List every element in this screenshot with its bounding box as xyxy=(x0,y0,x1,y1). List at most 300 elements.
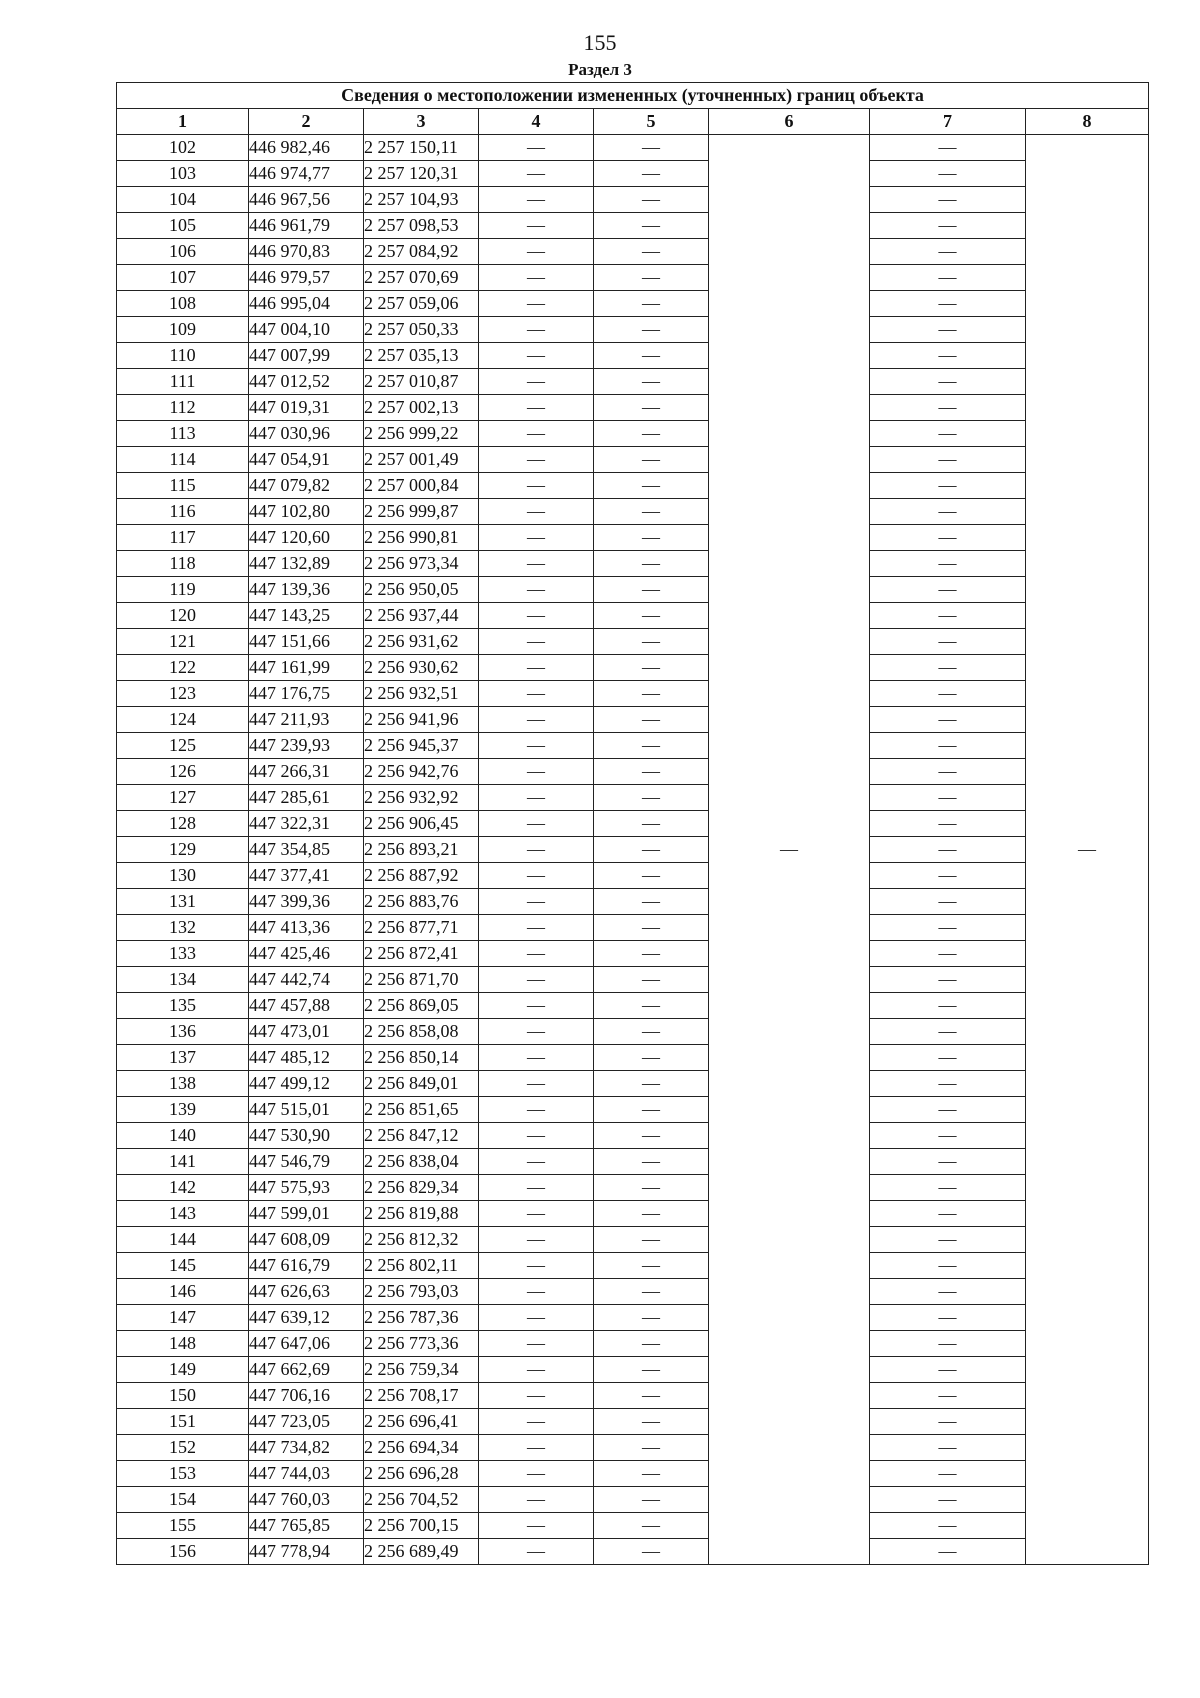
point-number-cell: 133 xyxy=(117,941,249,967)
column-header-8: 8 xyxy=(1026,109,1149,135)
table-row xyxy=(117,473,1149,499)
table-row xyxy=(117,577,1149,603)
y-coordinate-cell: 2 257 150,11 xyxy=(364,135,479,161)
table-row xyxy=(117,1331,1149,1357)
point-number-cell: 153 xyxy=(117,1461,249,1487)
x-coordinate-cell: 447 457,88 xyxy=(249,993,364,1019)
table-row xyxy=(117,707,1149,733)
x-coordinate-cell: 447 473,01 xyxy=(249,1019,364,1045)
table-row xyxy=(117,187,1149,213)
column-4-cell: — xyxy=(479,239,594,265)
table-row xyxy=(117,1357,1149,1383)
y-coordinate-cell: 2 256 849,01 xyxy=(364,1071,479,1097)
column-number-row xyxy=(117,109,1149,135)
column-7-cell: — xyxy=(870,629,1026,655)
column-4-cell: — xyxy=(479,707,594,733)
y-coordinate-cell: 2 256 793,03 xyxy=(364,1279,479,1305)
y-coordinate-cell: 2 257 001,49 xyxy=(364,447,479,473)
y-coordinate-cell: 2 256 689,49 xyxy=(364,1539,479,1565)
column-4-cell: — xyxy=(479,135,594,161)
x-coordinate-cell: 447 322,31 xyxy=(249,811,364,837)
column-4-cell: — xyxy=(479,1461,594,1487)
column-5-cell: — xyxy=(594,1071,709,1097)
y-coordinate-cell: 2 256 838,04 xyxy=(364,1149,479,1175)
x-coordinate-cell: 447 626,63 xyxy=(249,1279,364,1305)
column-8-merged-cell xyxy=(1026,135,1149,1565)
table-row xyxy=(117,1461,1149,1487)
column-5-cell: — xyxy=(594,1097,709,1123)
table-row xyxy=(117,1409,1149,1435)
point-number-cell: 152 xyxy=(117,1435,249,1461)
column-7-cell: — xyxy=(870,863,1026,889)
y-coordinate-cell: 2 256 812,32 xyxy=(364,1227,479,1253)
column-5-cell: — xyxy=(594,1279,709,1305)
column-7-cell: — xyxy=(870,603,1026,629)
column-5-cell: — xyxy=(594,473,709,499)
column-5-cell: — xyxy=(594,967,709,993)
column-5-cell: — xyxy=(594,421,709,447)
x-coordinate-cell: 447 760,03 xyxy=(249,1487,364,1513)
column-4-cell: — xyxy=(479,577,594,603)
table-row xyxy=(117,915,1149,941)
column-7-cell: — xyxy=(870,421,1026,447)
column-5-cell: — xyxy=(594,577,709,603)
table-row xyxy=(117,161,1149,187)
x-coordinate-cell: 447 599,01 xyxy=(249,1201,364,1227)
x-coordinate-cell: 446 970,83 xyxy=(249,239,364,265)
column-4-cell: — xyxy=(479,863,594,889)
column-4-cell: — xyxy=(479,1331,594,1357)
point-number-cell: 108 xyxy=(117,291,249,317)
column-7-cell: — xyxy=(870,239,1026,265)
point-number-cell: 111 xyxy=(117,369,249,395)
y-coordinate-cell: 2 256 887,92 xyxy=(364,863,479,889)
x-coordinate-cell: 447 211,93 xyxy=(249,707,364,733)
point-number-cell: 154 xyxy=(117,1487,249,1513)
column-4-cell: — xyxy=(479,161,594,187)
x-coordinate-cell: 447 151,66 xyxy=(249,629,364,655)
y-coordinate-cell: 2 256 999,22 xyxy=(364,421,479,447)
column-4-cell: — xyxy=(479,603,594,629)
column-4-cell: — xyxy=(479,915,594,941)
point-number-cell: 126 xyxy=(117,759,249,785)
x-coordinate-cell: 447 030,96 xyxy=(249,421,364,447)
point-number-cell: 125 xyxy=(117,733,249,759)
y-coordinate-cell: 2 257 059,06 xyxy=(364,291,479,317)
y-coordinate-cell: 2 256 893,21 xyxy=(364,837,479,863)
column-5-cell: — xyxy=(594,603,709,629)
column-6-merged-cell xyxy=(709,135,870,1565)
table-row xyxy=(117,525,1149,551)
column-4-cell: — xyxy=(479,1201,594,1227)
column-7-cell: — xyxy=(870,1149,1026,1175)
y-coordinate-cell: 2 256 851,65 xyxy=(364,1097,479,1123)
point-number-cell: 137 xyxy=(117,1045,249,1071)
column-7-cell: — xyxy=(870,187,1026,213)
x-coordinate-cell: 447 734,82 xyxy=(249,1435,364,1461)
x-coordinate-cell: 447 354,85 xyxy=(249,837,364,863)
table-row xyxy=(117,1279,1149,1305)
y-coordinate-cell: 2 257 098,53 xyxy=(364,213,479,239)
y-coordinate-cell: 2 256 883,76 xyxy=(364,889,479,915)
point-number-cell: 103 xyxy=(117,161,249,187)
point-number-cell: 144 xyxy=(117,1227,249,1253)
x-coordinate-cell: 447 266,31 xyxy=(249,759,364,785)
point-number-cell: 118 xyxy=(117,551,249,577)
column-7-cell: — xyxy=(870,941,1026,967)
column-5-cell: — xyxy=(594,629,709,655)
x-coordinate-cell: 447 778,94 xyxy=(249,1539,364,1565)
point-number-cell: 117 xyxy=(117,525,249,551)
x-coordinate-cell: 446 961,79 xyxy=(249,213,364,239)
y-coordinate-cell: 2 256 950,05 xyxy=(364,577,479,603)
column-5-cell: — xyxy=(594,1305,709,1331)
table-row xyxy=(117,681,1149,707)
column-7-cell: — xyxy=(870,1435,1026,1461)
table-row xyxy=(117,1487,1149,1513)
y-coordinate-cell: 2 256 877,71 xyxy=(364,915,479,941)
column-5-cell: — xyxy=(594,1539,709,1565)
column-7-cell: — xyxy=(870,1305,1026,1331)
x-coordinate-cell: 447 161,99 xyxy=(249,655,364,681)
table-row xyxy=(117,1253,1149,1279)
column-7-cell: — xyxy=(870,1513,1026,1539)
y-coordinate-cell: 2 256 930,62 xyxy=(364,655,479,681)
column-header-7: 7 xyxy=(870,109,1026,135)
point-number-cell: 127 xyxy=(117,785,249,811)
y-coordinate-cell: 2 257 070,69 xyxy=(364,265,479,291)
x-coordinate-cell: 447 377,41 xyxy=(249,863,364,889)
x-coordinate-cell: 446 995,04 xyxy=(249,291,364,317)
column-4-cell: — xyxy=(479,1409,594,1435)
column-4-cell: — xyxy=(479,525,594,551)
column-5-cell: — xyxy=(594,1253,709,1279)
column-header-3: 3 xyxy=(364,109,479,135)
boundary-coordinates-table xyxy=(116,82,1149,1565)
column-4-cell: — xyxy=(479,1045,594,1071)
column-4-cell: — xyxy=(479,681,594,707)
x-coordinate-cell: 447 120,60 xyxy=(249,525,364,551)
y-coordinate-cell: 2 256 847,12 xyxy=(364,1123,479,1149)
page-number: 155 xyxy=(583,30,617,55)
x-coordinate-cell: 447 012,52 xyxy=(249,369,364,395)
column-7-cell: — xyxy=(870,1019,1026,1045)
column-5-cell: — xyxy=(594,1357,709,1383)
column-4-cell: — xyxy=(479,1149,594,1175)
x-coordinate-cell: 447 744,03 xyxy=(249,1461,364,1487)
x-coordinate-cell: 447 765,85 xyxy=(249,1513,364,1539)
point-number-cell: 132 xyxy=(117,915,249,941)
column-4-cell: — xyxy=(479,213,594,239)
column-4-cell: — xyxy=(479,1175,594,1201)
column-5-cell: — xyxy=(594,1383,709,1409)
point-number-cell: 114 xyxy=(117,447,249,473)
column-4-cell: — xyxy=(479,733,594,759)
column-7-cell: — xyxy=(870,1227,1026,1253)
column-7-cell: — xyxy=(870,1123,1026,1149)
table-row xyxy=(117,1123,1149,1149)
y-coordinate-cell: 2 257 084,92 xyxy=(364,239,479,265)
y-coordinate-cell: 2 257 010,87 xyxy=(364,369,479,395)
column-7-cell: — xyxy=(870,811,1026,837)
point-number-cell: 131 xyxy=(117,889,249,915)
x-coordinate-cell: 447 575,93 xyxy=(249,1175,364,1201)
point-number-cell: 145 xyxy=(117,1253,249,1279)
x-coordinate-cell: 447 723,05 xyxy=(249,1409,364,1435)
table-row xyxy=(117,1071,1149,1097)
x-coordinate-cell: 447 102,80 xyxy=(249,499,364,525)
x-coordinate-cell: 447 425,46 xyxy=(249,941,364,967)
column-8-dash: — xyxy=(1078,839,1097,859)
column-7-cell: — xyxy=(870,551,1026,577)
column-4-cell: — xyxy=(479,473,594,499)
column-5-cell: — xyxy=(594,1045,709,1071)
column-7-cell: — xyxy=(870,837,1026,863)
y-coordinate-cell: 2 257 035,13 xyxy=(364,343,479,369)
column-6-dash: — xyxy=(780,839,798,859)
y-coordinate-cell: 2 256 773,36 xyxy=(364,1331,479,1357)
column-7-cell: — xyxy=(870,1071,1026,1097)
column-4-cell: — xyxy=(479,785,594,811)
point-number-cell: 129 xyxy=(117,837,249,863)
column-4-cell: — xyxy=(479,1539,594,1565)
point-number-cell: 120 xyxy=(117,603,249,629)
point-number-cell: 105 xyxy=(117,213,249,239)
column-5-cell: — xyxy=(594,317,709,343)
column-7-cell: — xyxy=(870,681,1026,707)
column-5-cell: — xyxy=(594,1513,709,1539)
column-7-cell: — xyxy=(870,1331,1026,1357)
column-4-cell: — xyxy=(479,1123,594,1149)
point-number-cell: 148 xyxy=(117,1331,249,1357)
column-4-cell: — xyxy=(479,1097,594,1123)
column-5-cell: — xyxy=(594,343,709,369)
column-7-cell: — xyxy=(870,577,1026,603)
table-row xyxy=(117,265,1149,291)
point-number-cell: 149 xyxy=(117,1357,249,1383)
point-number-cell: 110 xyxy=(117,343,249,369)
column-7-cell: — xyxy=(870,759,1026,785)
column-4-cell: — xyxy=(479,1305,594,1331)
point-number-cell: 124 xyxy=(117,707,249,733)
y-coordinate-cell: 2 256 942,76 xyxy=(364,759,479,785)
x-coordinate-cell: 447 647,06 xyxy=(249,1331,364,1357)
point-number-cell: 119 xyxy=(117,577,249,603)
y-coordinate-cell: 2 256 973,34 xyxy=(364,551,479,577)
table-row xyxy=(117,1227,1149,1253)
table-row xyxy=(117,1175,1149,1201)
table-row xyxy=(117,863,1149,889)
column-5-cell: — xyxy=(594,1201,709,1227)
y-coordinate-cell: 2 256 931,62 xyxy=(364,629,479,655)
column-5-cell: — xyxy=(594,135,709,161)
column-4-cell: — xyxy=(479,1435,594,1461)
x-coordinate-cell: 447 285,61 xyxy=(249,785,364,811)
x-coordinate-cell: 447 054,91 xyxy=(249,447,364,473)
column-4-cell: — xyxy=(479,1227,594,1253)
column-4-cell: — xyxy=(479,837,594,863)
column-5-cell: — xyxy=(594,369,709,395)
point-number-cell: 106 xyxy=(117,239,249,265)
column-5-cell: — xyxy=(594,1149,709,1175)
y-coordinate-cell: 2 256 871,70 xyxy=(364,967,479,993)
column-4-cell: — xyxy=(479,759,594,785)
point-number-cell: 136 xyxy=(117,1019,249,1045)
y-coordinate-cell: 2 257 050,33 xyxy=(364,317,479,343)
point-number-cell: 107 xyxy=(117,265,249,291)
table-row xyxy=(117,239,1149,265)
column-4-cell: — xyxy=(479,811,594,837)
y-coordinate-cell: 2 256 850,14 xyxy=(364,1045,479,1071)
table-row xyxy=(117,1019,1149,1045)
point-number-cell: 130 xyxy=(117,863,249,889)
column-5-cell: — xyxy=(594,499,709,525)
column-7-cell: — xyxy=(870,889,1026,915)
column-4-cell: — xyxy=(479,1019,594,1045)
column-7-cell: — xyxy=(870,161,1026,187)
table-row xyxy=(117,993,1149,1019)
point-number-cell: 112 xyxy=(117,395,249,421)
table-row xyxy=(117,343,1149,369)
column-4-cell: — xyxy=(479,265,594,291)
column-5-cell: — xyxy=(594,161,709,187)
column-5-cell: — xyxy=(594,837,709,863)
table-row xyxy=(117,1201,1149,1227)
y-coordinate-cell: 2 256 829,34 xyxy=(364,1175,479,1201)
column-7-cell: — xyxy=(870,1201,1026,1227)
x-coordinate-cell: 447 515,01 xyxy=(249,1097,364,1123)
point-number-cell: 116 xyxy=(117,499,249,525)
column-7-cell: — xyxy=(870,1045,1026,1071)
column-5-cell: — xyxy=(594,811,709,837)
table-row xyxy=(117,889,1149,915)
table-row xyxy=(117,733,1149,759)
x-coordinate-cell: 447 079,82 xyxy=(249,473,364,499)
column-5-cell: — xyxy=(594,525,709,551)
y-coordinate-cell: 2 256 945,37 xyxy=(364,733,479,759)
y-coordinate-cell: 2 256 700,15 xyxy=(364,1513,479,1539)
x-coordinate-cell: 447 546,79 xyxy=(249,1149,364,1175)
y-coordinate-cell: 2 256 708,17 xyxy=(364,1383,479,1409)
table-row xyxy=(117,1305,1149,1331)
column-7-cell: — xyxy=(870,369,1026,395)
column-4-cell: — xyxy=(479,291,594,317)
column-4-cell: — xyxy=(479,395,594,421)
point-number-cell: 121 xyxy=(117,629,249,655)
column-7-cell: — xyxy=(870,655,1026,681)
x-coordinate-cell: 447 139,36 xyxy=(249,577,364,603)
point-number-cell: 122 xyxy=(117,655,249,681)
column-5-cell: — xyxy=(594,395,709,421)
point-number-cell: 156 xyxy=(117,1539,249,1565)
x-coordinate-cell: 447 706,16 xyxy=(249,1383,364,1409)
column-7-cell: — xyxy=(870,1383,1026,1409)
column-5-cell: — xyxy=(594,733,709,759)
column-7-cell: — xyxy=(870,1461,1026,1487)
table-row xyxy=(117,395,1149,421)
column-7-cell: — xyxy=(870,915,1026,941)
column-5-cell: — xyxy=(594,187,709,213)
y-coordinate-cell: 2 256 937,44 xyxy=(364,603,479,629)
column-4-cell: — xyxy=(479,941,594,967)
y-coordinate-cell: 2 256 872,41 xyxy=(364,941,479,967)
column-7-cell: — xyxy=(870,343,1026,369)
y-coordinate-cell: 2 256 932,92 xyxy=(364,785,479,811)
table-row xyxy=(117,811,1149,837)
x-coordinate-cell: 447 399,36 xyxy=(249,889,364,915)
x-coordinate-cell: 447 176,75 xyxy=(249,681,364,707)
x-coordinate-cell: 447 616,79 xyxy=(249,1253,364,1279)
table-row xyxy=(117,421,1149,447)
point-number-cell: 142 xyxy=(117,1175,249,1201)
x-coordinate-cell: 447 608,09 xyxy=(249,1227,364,1253)
column-4-cell: — xyxy=(479,1357,594,1383)
column-5-cell: — xyxy=(594,889,709,915)
column-5-cell: — xyxy=(594,1487,709,1513)
x-coordinate-cell: 447 413,36 xyxy=(249,915,364,941)
x-coordinate-cell: 447 499,12 xyxy=(249,1071,364,1097)
point-number-cell: 150 xyxy=(117,1383,249,1409)
y-coordinate-cell: 2 257 000,84 xyxy=(364,473,479,499)
column-5-cell: — xyxy=(594,915,709,941)
table-row xyxy=(117,447,1149,473)
table-row xyxy=(117,369,1149,395)
column-7-cell: — xyxy=(870,473,1026,499)
column-7-cell: — xyxy=(870,499,1026,525)
column-7-cell: — xyxy=(870,967,1026,993)
point-number-cell: 128 xyxy=(117,811,249,837)
column-7-cell: — xyxy=(870,317,1026,343)
column-5-cell: — xyxy=(594,993,709,1019)
point-number-cell: 147 xyxy=(117,1305,249,1331)
column-4-cell: — xyxy=(479,1487,594,1513)
point-number-cell: 141 xyxy=(117,1149,249,1175)
column-4-cell: — xyxy=(479,551,594,577)
x-coordinate-cell: 446 979,57 xyxy=(249,265,364,291)
column-4-cell: — xyxy=(479,1513,594,1539)
column-7-cell: — xyxy=(870,1357,1026,1383)
column-5-cell: — xyxy=(594,291,709,317)
y-coordinate-cell: 2 257 002,13 xyxy=(364,395,479,421)
point-number-cell: 113 xyxy=(117,421,249,447)
point-number-cell: 104 xyxy=(117,187,249,213)
column-5-cell: — xyxy=(594,551,709,577)
y-coordinate-cell: 2 256 694,34 xyxy=(364,1435,479,1461)
column-7-cell: — xyxy=(870,993,1026,1019)
table-row xyxy=(117,1097,1149,1123)
column-4-cell: — xyxy=(479,499,594,525)
y-coordinate-cell: 2 256 990,81 xyxy=(364,525,479,551)
column-5-cell: — xyxy=(594,1123,709,1149)
column-7-cell: — xyxy=(870,265,1026,291)
table-row xyxy=(117,967,1149,993)
column-4-cell: — xyxy=(479,317,594,343)
table-row xyxy=(117,1383,1149,1409)
table-row xyxy=(117,1045,1149,1071)
x-coordinate-cell: 447 442,74 xyxy=(249,967,364,993)
y-coordinate-cell: 2 256 696,28 xyxy=(364,1461,479,1487)
point-number-cell: 138 xyxy=(117,1071,249,1097)
x-coordinate-cell: 447 007,99 xyxy=(249,343,364,369)
column-4-cell: — xyxy=(479,1279,594,1305)
column-5-cell: — xyxy=(594,213,709,239)
y-coordinate-cell: 2 256 759,34 xyxy=(364,1357,479,1383)
column-header-2: 2 xyxy=(249,109,364,135)
column-5-cell: — xyxy=(594,707,709,733)
point-number-cell: 102 xyxy=(117,135,249,161)
table-row xyxy=(117,603,1149,629)
x-coordinate-cell: 447 019,31 xyxy=(249,395,364,421)
